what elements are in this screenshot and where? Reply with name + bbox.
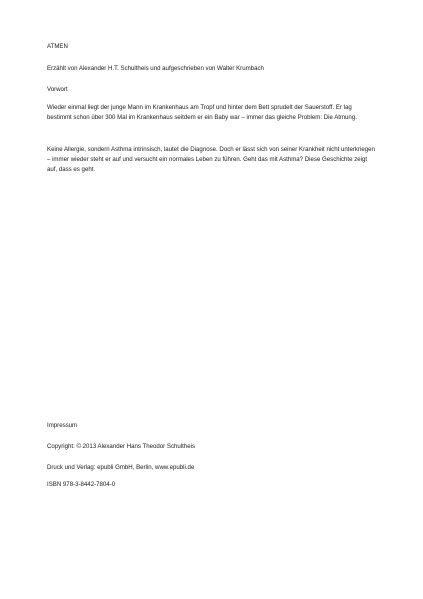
- foreword-paragraph: Keine Allergie, sondern Asthma intrinsisch, lautet die Diagnose. Doch er lässt sich von seiner Krankheit nicht unterkriegen – immer wieder steht er auf und versucht ein normales Leben zu führen. Geht das mit Asthma? Diese Geschichte zeigt auf, dass es geht.: [47, 146, 375, 173]
- publisher-line: Druck und Verlag: epubli GmbH, Berlin, www.epubli.de: [47, 464, 195, 471]
- author-byline: Erzählt von Alexander H.T. Schultheis und aufgeschrieben von Walter Krumbach: [47, 65, 264, 72]
- copyright-line: Copyright: © 2013 Alexander Hans Theodor Schultheis: [47, 443, 196, 450]
- document-title: ATMEN: [47, 43, 68, 50]
- foreword-heading: Vorwort: [47, 86, 68, 93]
- impressum-heading: Impressum: [47, 422, 78, 429]
- foreword-paragraph: Wieder einmal liegt der junge Mann im Krankenhaus am Tropf und hinter dem Bett sprudelt der Sauerstoff. Er lag bestimmt schon über 300 Mal im Krankenhaus seitdem er ein Baby war – immer das gleiche Problem: Die Atmung.: [47, 104, 357, 121]
- isbn-line: ISBN 978-3-8442-7804-0: [47, 481, 116, 488]
